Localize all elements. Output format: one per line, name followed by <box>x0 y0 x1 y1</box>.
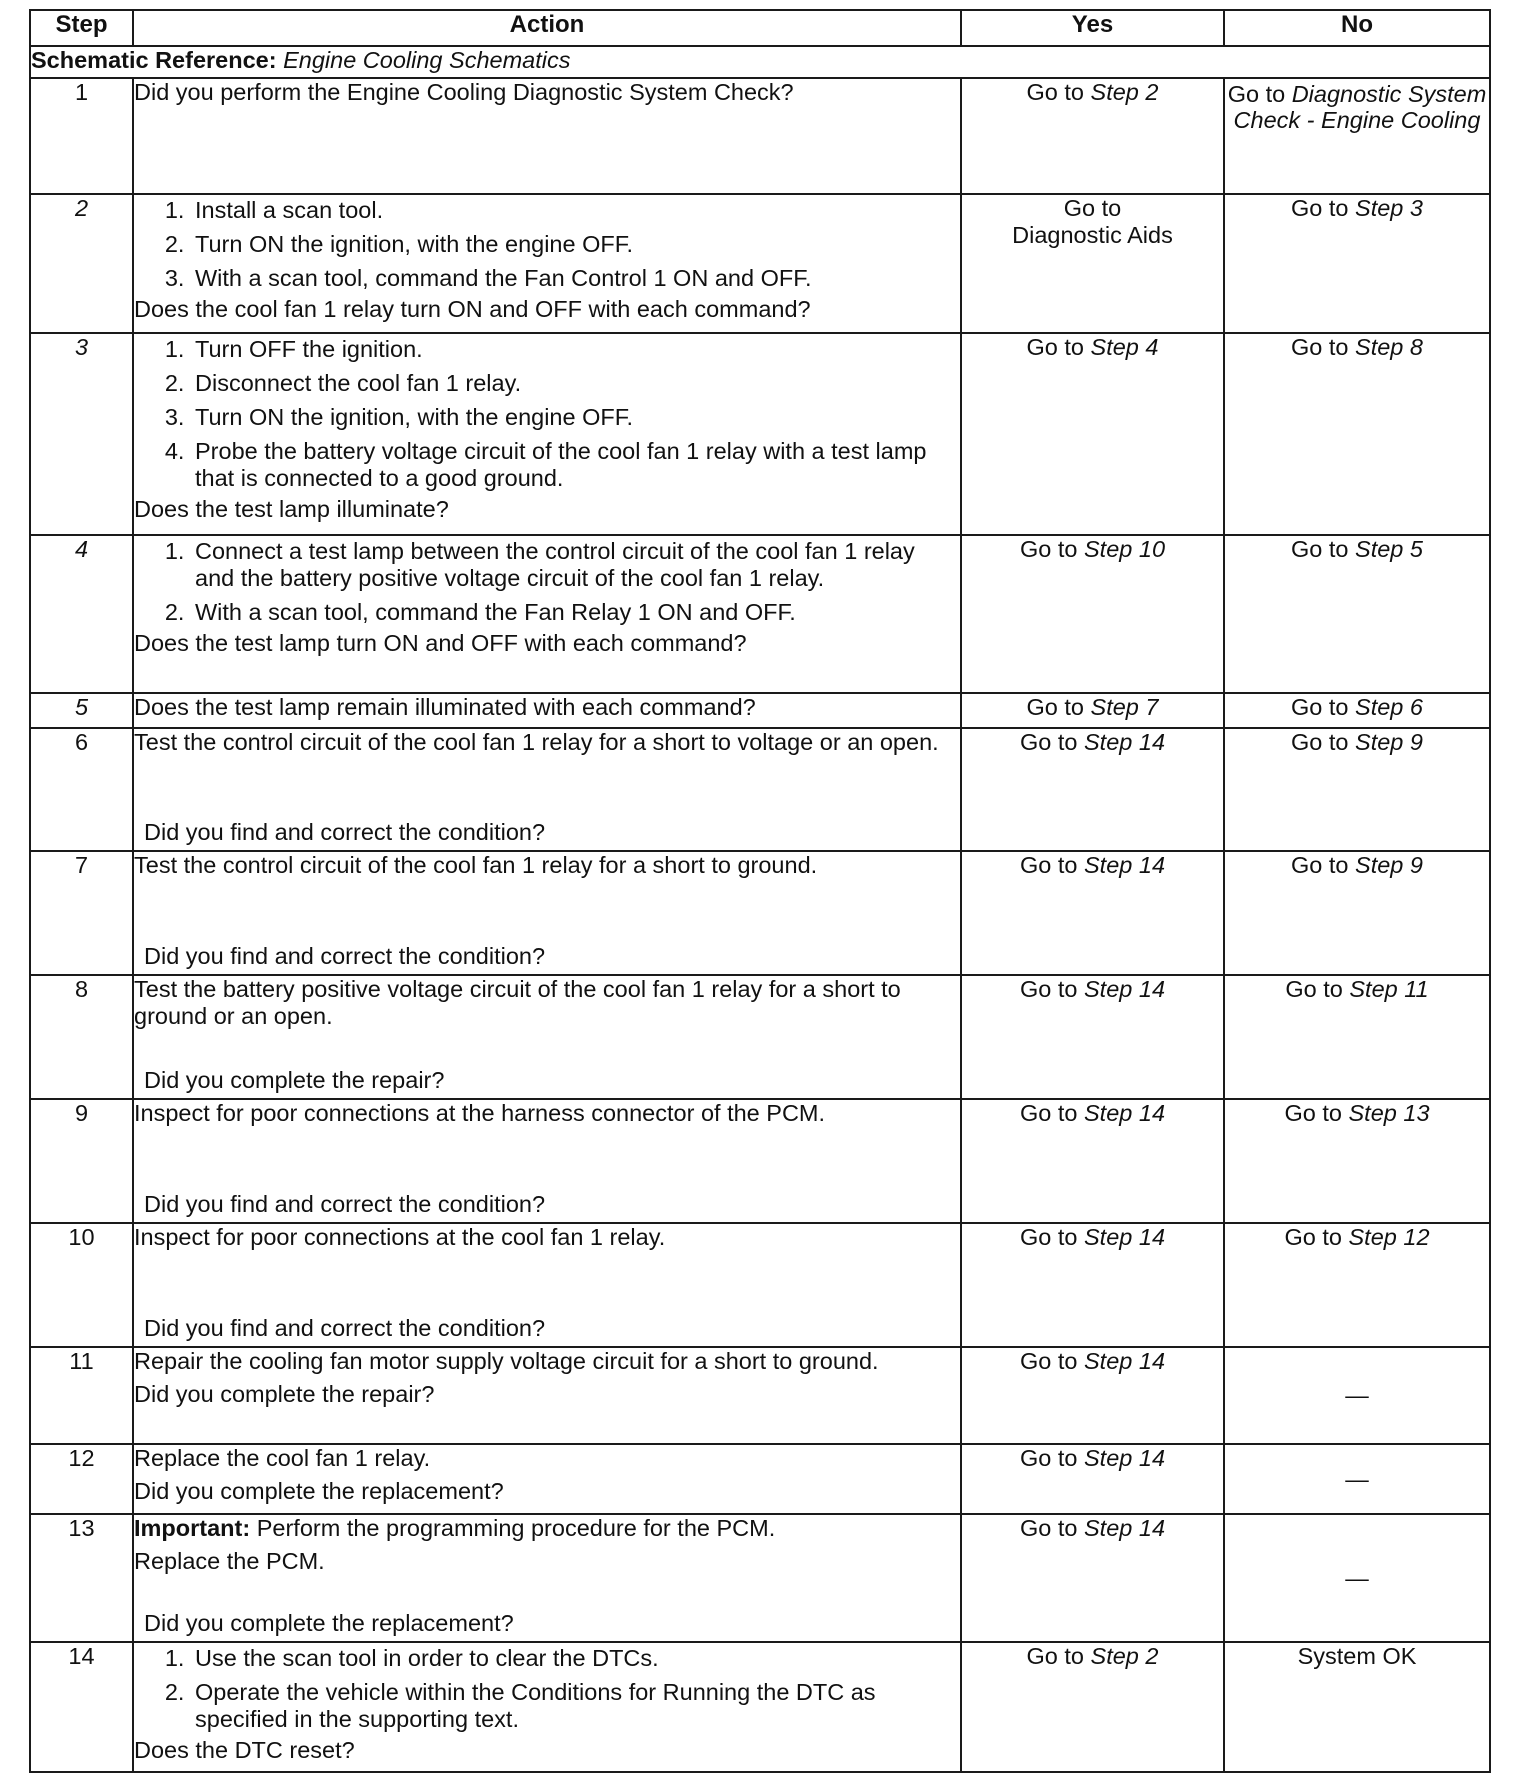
no-cell: Go to Step 13 <box>1224 1099 1490 1223</box>
table-row <box>30 78 1490 194</box>
step-link[interactable]: Step 9 <box>1355 729 1423 755</box>
action-item: 1. Install a scan tool. <box>191 197 960 224</box>
step-number: 2 <box>30 194 133 333</box>
header-row <box>30 10 1490 46</box>
yes-cell: Go to Step 2 <box>961 1642 1224 1772</box>
no-cell: Go to Step 9 <box>1224 851 1490 975</box>
action-item: 2. Disconnect the cool fan 1 relay. <box>191 370 960 397</box>
step-link[interactable]: Step 5 <box>1355 536 1423 562</box>
step-number: 4 <box>30 535 133 693</box>
diagnostic-table <box>29 9 1491 1773</box>
step-link[interactable]: Step 4 <box>1090 334 1159 360</box>
yes-cell: Go to Step 14 <box>961 1514 1224 1642</box>
yes-cell: Go to Step 14 <box>961 728 1224 851</box>
action-cell <box>133 851 961 975</box>
action-cell <box>133 1223 961 1347</box>
action-text: Inspect for poor connections at the cool fan 1 relay. <box>134 1224 666 1250</box>
table-row <box>30 1642 1490 1772</box>
action-text: Replace the cool fan 1 relay. <box>134 1445 431 1471</box>
action-item: 2. Operate the vehicle within the Conditions for Running the DTC as specified in the supporting text. <box>191 1679 960 1733</box>
yes-cell: Go to Step 14 <box>961 1347 1224 1444</box>
step-number: 9 <box>30 1099 133 1223</box>
action-item: 1. Turn OFF the ignition. <box>191 336 960 363</box>
step-link[interactable]: Step 14 <box>1084 1515 1166 1541</box>
step-number: 1 <box>30 78 133 194</box>
yes-cell: Go to Step 2 <box>961 78 1224 194</box>
no-cell: Go to Step 5 <box>1224 535 1490 693</box>
step-link[interactable]: Step 9 <box>1355 852 1423 878</box>
step-link[interactable]: Step 14 <box>1084 1100 1166 1126</box>
step-number: 14 <box>30 1642 133 1772</box>
action-cell <box>133 1099 961 1223</box>
question-text: Does the test lamp remain illuminated with each command? <box>134 694 756 720</box>
table-row <box>30 535 1490 693</box>
action-cell <box>133 194 961 333</box>
step-link[interactable]: Step 6 <box>1355 694 1423 720</box>
step-link[interactable]: Step 2 <box>1090 79 1159 105</box>
step-number: 11 <box>30 1347 133 1444</box>
yes-cell: Go to Step 10 <box>961 535 1224 693</box>
action-list <box>134 538 960 626</box>
no-cell: Go to Step 3 <box>1224 194 1490 333</box>
question-text: Did you complete the repair? <box>134 1381 435 1407</box>
action-item: 1. Use the scan tool in order to clear the DTCs. <box>191 1645 960 1672</box>
step-number: 10 <box>30 1223 133 1347</box>
question-text: Does the test lamp illuminate? <box>134 496 449 522</box>
question-text: Did you find and correct the condition? <box>144 1191 546 1217</box>
question-text: Did you find and correct the condition? <box>144 819 546 845</box>
header-step: Step <box>30 10 133 46</box>
table-row <box>30 333 1490 535</box>
question-text: Does the cool fan 1 relay turn ON and OFF with each command? <box>134 296 811 322</box>
schematic-label: Schematic Reference: <box>31 47 277 73</box>
step-link[interactable]: Step 14 <box>1084 1445 1166 1471</box>
yes-cell: Go to Step 14 <box>961 1099 1224 1223</box>
step-link[interactable]: Step 11 <box>1349 976 1429 1002</box>
action-item: 3. With a scan tool, command the Fan Control 1 ON and OFF. <box>191 265 960 292</box>
action-cell <box>133 975 961 1099</box>
action-cell <box>133 1347 961 1444</box>
no-cell: Go to Step 12 <box>1224 1223 1490 1347</box>
question-text: Did you complete the replacement? <box>144 1610 514 1636</box>
action-text: Replace the PCM. <box>134 1548 325 1574</box>
step-number: 13 <box>30 1514 133 1642</box>
action-item: 2. With a scan tool, command the Fan Relay 1 ON and OFF. <box>191 599 960 626</box>
action-cell <box>133 78 961 194</box>
action-text: Test the control circuit of the cool fan 1 relay for a short to ground. <box>134 852 818 878</box>
no-cell: Go to Step 6 <box>1224 693 1490 728</box>
question-text: Did you find and correct the condition? <box>144 1315 546 1341</box>
table-row <box>30 1514 1490 1642</box>
step-number: 7 <box>30 851 133 975</box>
table-row <box>30 693 1490 728</box>
step-link[interactable]: Step 14 <box>1084 1224 1166 1250</box>
action-item: 4. Probe the battery voltage circuit of the cool fan 1 relay with a test lamp that is connected to a good ground. <box>191 438 960 492</box>
action-cell <box>133 333 961 535</box>
step-link[interactable]: Step 3 <box>1355 195 1423 221</box>
important-label: Important: <box>134 1515 251 1541</box>
step-link[interactable]: Step 10 <box>1084 536 1166 562</box>
action-cell <box>133 1642 961 1772</box>
table-row <box>30 728 1490 851</box>
step-number: 5 <box>30 693 133 728</box>
no-cell: Go to Step 8 <box>1224 333 1490 535</box>
table-row <box>30 194 1490 333</box>
yes-cell <box>961 194 1224 333</box>
action-item: 1. Connect a test lamp between the control circuit of the cool fan 1 relay and the battery positive voltage circuit of the cool fan 1 relay. <box>191 538 960 592</box>
table-row <box>30 1099 1490 1223</box>
important-note: Important: Perform the programming procedure for the PCM. <box>134 1515 776 1541</box>
no-cell: Go to Step 11 <box>1224 975 1490 1099</box>
step-link[interactable]: Step 7 <box>1090 694 1159 720</box>
question-text: Does the test lamp turn ON and OFF with each command? <box>134 630 747 656</box>
question-text: Does the DTC reset? <box>134 1737 355 1763</box>
header-no: No <box>1224 10 1490 46</box>
action-list <box>134 197 960 292</box>
action-list <box>134 336 960 492</box>
step-number: 12 <box>30 1444 133 1514</box>
action-cell <box>133 1514 961 1642</box>
action-cell <box>133 535 961 693</box>
yes-cell: Go to Step 14 <box>961 1444 1224 1514</box>
no-cell: System OK <box>1224 1642 1490 1772</box>
schematic-row <box>30 46 1490 78</box>
yes-cell: Go to Step 4 <box>961 333 1224 535</box>
action-text: Did you perform the Engine Cooling Diagnostic System Check? <box>134 79 794 105</box>
action-cell <box>133 1444 961 1514</box>
action-cell <box>133 728 961 851</box>
table-row <box>30 1223 1490 1347</box>
step-link[interactable]: Step 13 <box>1348 1100 1430 1126</box>
yes-cell: Go to Step 14 <box>961 851 1224 975</box>
header-yes: Yes <box>961 10 1224 46</box>
action-list <box>134 1645 960 1733</box>
yes-cell: Go to Step 7 <box>961 693 1224 728</box>
action-text: Test the control circuit of the cool fan 1 relay for a short to voltage or an open. <box>134 729 939 755</box>
step-link[interactable]: Step 14 <box>1084 729 1166 755</box>
no-cell: — <box>1224 1514 1490 1642</box>
no-cell: Go to Step 9 <box>1224 728 1490 851</box>
action-text: Repair the cooling fan motor supply voltage circuit for a short to ground. <box>134 1348 879 1374</box>
yes-cell: Go to Step 14 <box>961 1223 1224 1347</box>
step-link[interactable]: Step 14 <box>1084 976 1166 1002</box>
step-number: 8 <box>30 975 133 1099</box>
diagnostic-aids-link[interactable]: Go to Diagnostic Aids <box>1012 195 1173 248</box>
action-item: 3. Turn ON the ignition, with the engine OFF. <box>191 404 960 431</box>
step-link[interactable]: Step 14 <box>1084 852 1166 878</box>
action-text: Inspect for poor connections at the harness connector of the PCM. <box>134 1100 826 1126</box>
table-row <box>30 851 1490 975</box>
action-item: 2. Turn ON the ignition, with the engine OFF. <box>191 231 960 258</box>
action-text: Test the battery positive voltage circuit of the cool fan 1 relay for a short to ground or an open. <box>134 976 901 1029</box>
step-link[interactable]: Step 2 <box>1090 1643 1159 1669</box>
step-number: 3 <box>30 333 133 535</box>
no-cell: — <box>1224 1347 1490 1444</box>
step-number: 6 <box>30 728 133 851</box>
no-cell: Go to Diagnostic System Check - Engine Cooling <box>1224 78 1490 194</box>
table-row <box>30 1444 1490 1514</box>
step-link[interactable]: Step 8 <box>1355 334 1423 360</box>
step-link[interactable]: Step 14 <box>1084 1348 1166 1374</box>
no-cell: — <box>1224 1444 1490 1514</box>
header-action: Action <box>133 10 961 46</box>
step-link[interactable]: Step 12 <box>1348 1224 1430 1250</box>
schematic-reference: Engine Cooling Schematics <box>283 47 571 73</box>
yes-cell: Go to Step 14 <box>961 975 1224 1099</box>
question-text: Did you complete the replacement? <box>134 1478 504 1504</box>
question-text: Did you complete the repair? <box>144 1067 445 1093</box>
question-text: Did you find and correct the condition? <box>144 943 546 969</box>
action-cell <box>133 693 961 728</box>
table-row <box>30 975 1490 1099</box>
table-row <box>30 1347 1490 1444</box>
diagnostic-system-check-link[interactable]: Diagnostic System Check - Engine Cooling <box>1233 81 1487 133</box>
